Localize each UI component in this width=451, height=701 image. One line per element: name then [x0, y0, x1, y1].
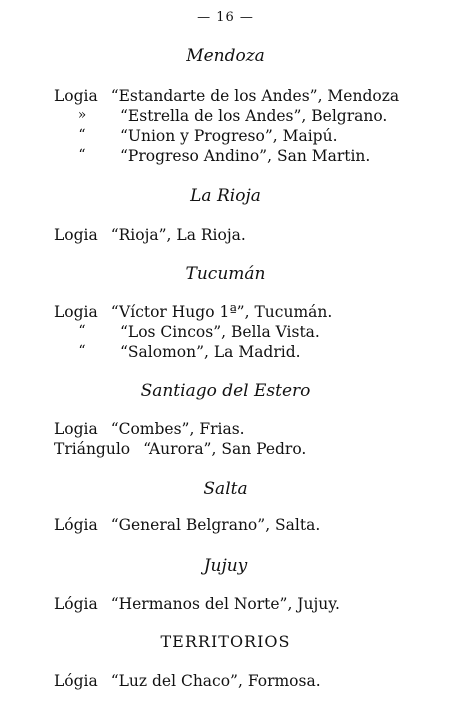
ditto-mark: “ [78, 343, 86, 359]
page-number: — 16 — [197, 10, 254, 25]
entry-text: “General Belgrano”, Salta. [110, 516, 321, 534]
section-heading-salta: Salta [203, 479, 248, 499]
entry-lead: Logia [54, 303, 98, 321]
entry-lead: Logia [54, 87, 98, 105]
entry-lead: Lógia [54, 672, 98, 690]
lodge-entry [54, 303, 332, 321]
section-heading-la-rioja: La Rioja [190, 186, 261, 206]
lodge-entry [54, 516, 320, 534]
ditto-mark: “ [78, 147, 86, 163]
section-heading-jujuy: Jujuy [203, 556, 248, 576]
lodge-entry [54, 672, 321, 690]
ditto-mark: » [77, 107, 87, 123]
section-heading-territorios: TERRITORIOS [160, 632, 291, 651]
entry-text: “Rioja”, La Rioja. [110, 226, 246, 244]
entry-text: “Estandarte de los Andes”, Mendoza [110, 87, 400, 105]
entry-text: “Combes”, Frias. [110, 420, 245, 438]
lodge-entry [54, 420, 245, 438]
entry-text: “Aurora”, San Pedro. [143, 440, 307, 458]
entry-text: “Union y Progreso”, Maipú. [120, 127, 338, 145]
ditto-mark: “ [78, 323, 86, 339]
entry-text: “Estrella de los Andes”, Belgrano. [120, 107, 388, 125]
entry-text: “Progreso Andino”, San Martin. [120, 147, 371, 165]
lodge-entry [54, 226, 246, 244]
entry-lead: Lógia [54, 595, 98, 613]
entry-text: “Los Cincos”, Bella Vista. [120, 323, 320, 341]
entry-text: “Salomon”, La Madrid. [120, 343, 301, 361]
section-heading-mendoza: Mendoza [186, 46, 265, 66]
section-heading-santiago-del-estero: Santiago del Estero [140, 381, 311, 401]
entry-text: “Víctor Hugo 1ª”, Tucumán. [110, 303, 333, 321]
entry-lead: Lógia [54, 516, 98, 534]
ditto-mark: “ [78, 127, 86, 143]
entry-text: “Luz del Chaco”, Formosa. [110, 672, 321, 690]
entry-lead: Triángulo [54, 440, 131, 458]
lodge-entry [54, 87, 399, 105]
entry-lead: Logia [54, 420, 98, 438]
section-heading-tucuman: Tucumán [185, 264, 266, 284]
entry-lead: Logia [54, 226, 98, 244]
lodge-entry [54, 440, 306, 458]
entry-text: “Hermanos del Norte”, Jujuy. [110, 595, 340, 613]
lodge-entry [54, 595, 340, 613]
